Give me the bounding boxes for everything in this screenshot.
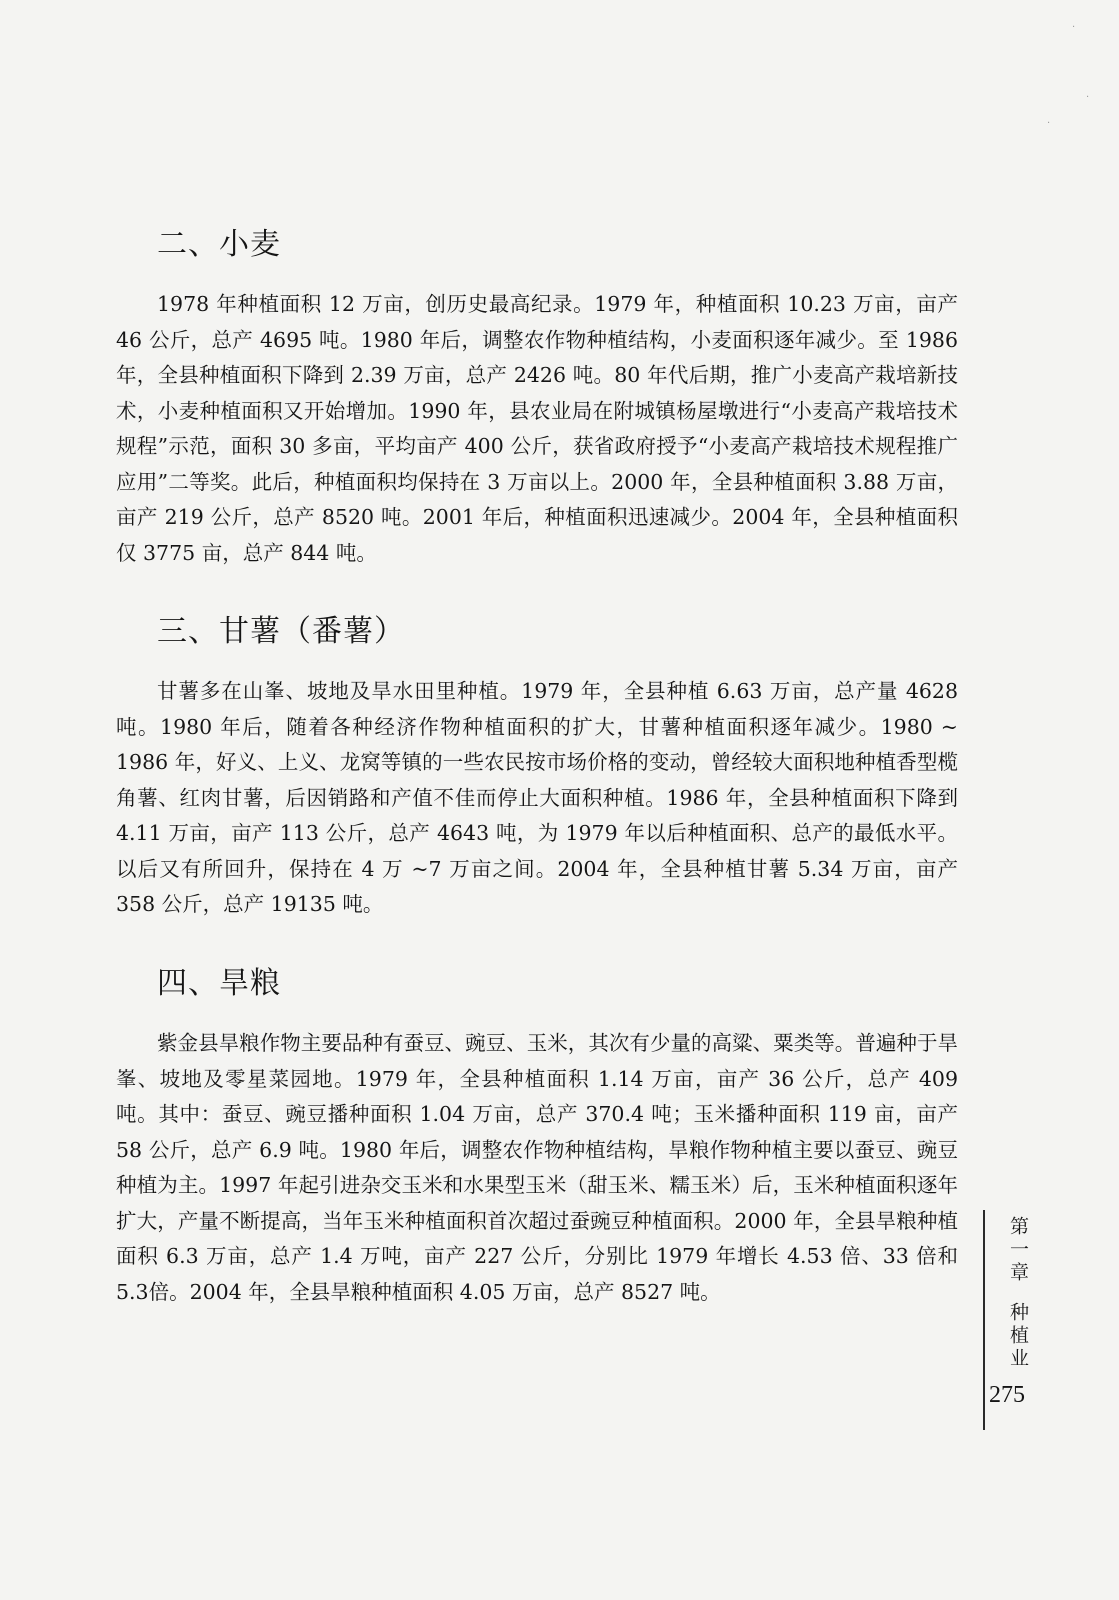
section-heading-wheat: 二、小麦 <box>157 227 281 262</box>
section-body-dry-grain: 紫金县旱粮作物主要品种有蚕豆、豌豆、玉米，其次有少量的高粱、粟类等。普遍种于旱峯、坡地及零星菜园地。1979 年，全县种植面积 1.14 万亩，亩产 36 公斤，总产 409 吨。其中：蚕豆、豌豆播种面积 1.04 万亩，总产 370.4 吨；玉米播种面积 119 亩，亩产 58 公斤，总产 6.9 吨。1980 年后，调整农作物种植结构，旱粮作物种植主要以蚕豆、豌豆种植为主。1997 年起引进杂交玉米和水果型玉米（甜玉米、糯玉米）后，玉米种植面积逐年扩大，产量不断提高，当年玉米种植面积首次超过蚕豌豆种植面积。2000 年，全县旱粮种植面积 6.3 万亩，总产 1.4 万吨，亩产 227 公斤，分别比 1979 年增长 4.53 倍、33 倍和5.3倍。2004 年，全县旱粮种植面积 4.05 万亩，总产 8527 吨。 <box>116 1031 958 1304</box>
section-body-wheat: 1978 年种植面积 12 万亩，创历史最高纪录。1979 年，种植面积 10.23 万亩，亩产 46 公斤，总产 4695 吨。1980 年后，调整农作物种植结构，小麦面积逐年减少。至 1986 年，全县种植面积下降到 2.39 万亩，总产 2426 吨。80 年代后期，推广小麦高产栽培新技术，小麦种植面积又开始增加。1990 年，县农业局在附城镇杨屋墩进行“小麦高产栽培技术规程”示范，面积 30 多亩，平均亩产 400 公斤，获省政府授予“小麦高产栽培技术规程推广应用”二等奖。此后，种植面积均保持在 3 万亩以上。2000 年，全县种植面积 3.88 万亩，亩产 219 公斤，总产 8520 吨。2001 年后，种植面积迅速减少。2004 年，全县种植面积仅 3775 亩，总产 844 吨。 <box>116 292 958 565</box>
scan-speck-icon: · <box>1072 22 1076 33</box>
section-heading-sweet-potato: 三、甘薯（番薯） <box>157 614 405 649</box>
section-heading-dry-grain: 四、旱粮 <box>157 966 281 1001</box>
page-number: 275 <box>989 1382 1025 1408</box>
margin-divider-line <box>983 1210 985 1430</box>
chapter-label: 第一章 <box>1007 1216 1029 1285</box>
section-body-sweet-potato: 甘薯多在山峯、坡地及旱水田里种植。1979 年，全县种植 6.63 万亩，总产量 4628 吨。1980 年后，随着各种经济作物种植面积的扩大，甘薯种植面积逐年减少。1980 ~ 1986 年，好义、上义、龙窝等镇的一些农民按市场价格的变动，曾经较大面积地种植香型榄角薯、红肉甘薯，后因销路和产值不佳而停止大面积种植。1986 年，全县种植面积下降到 4.11 万亩，亩产 113 公斤，总产 4643 吨，为 1979 年以后种植面积、总产的最低水平。以后又有所回升，保持在 4 万 ~7 万亩之间。2004 年，全县种植甘薯 5.34 万亩，亩产 358 公斤，总产 19135 吨。 <box>116 679 958 916</box>
section-label: 种植业 <box>1007 1302 1029 1371</box>
scan-speck-icon: · <box>1047 118 1051 129</box>
scan-speck-icon: · <box>1086 92 1090 103</box>
